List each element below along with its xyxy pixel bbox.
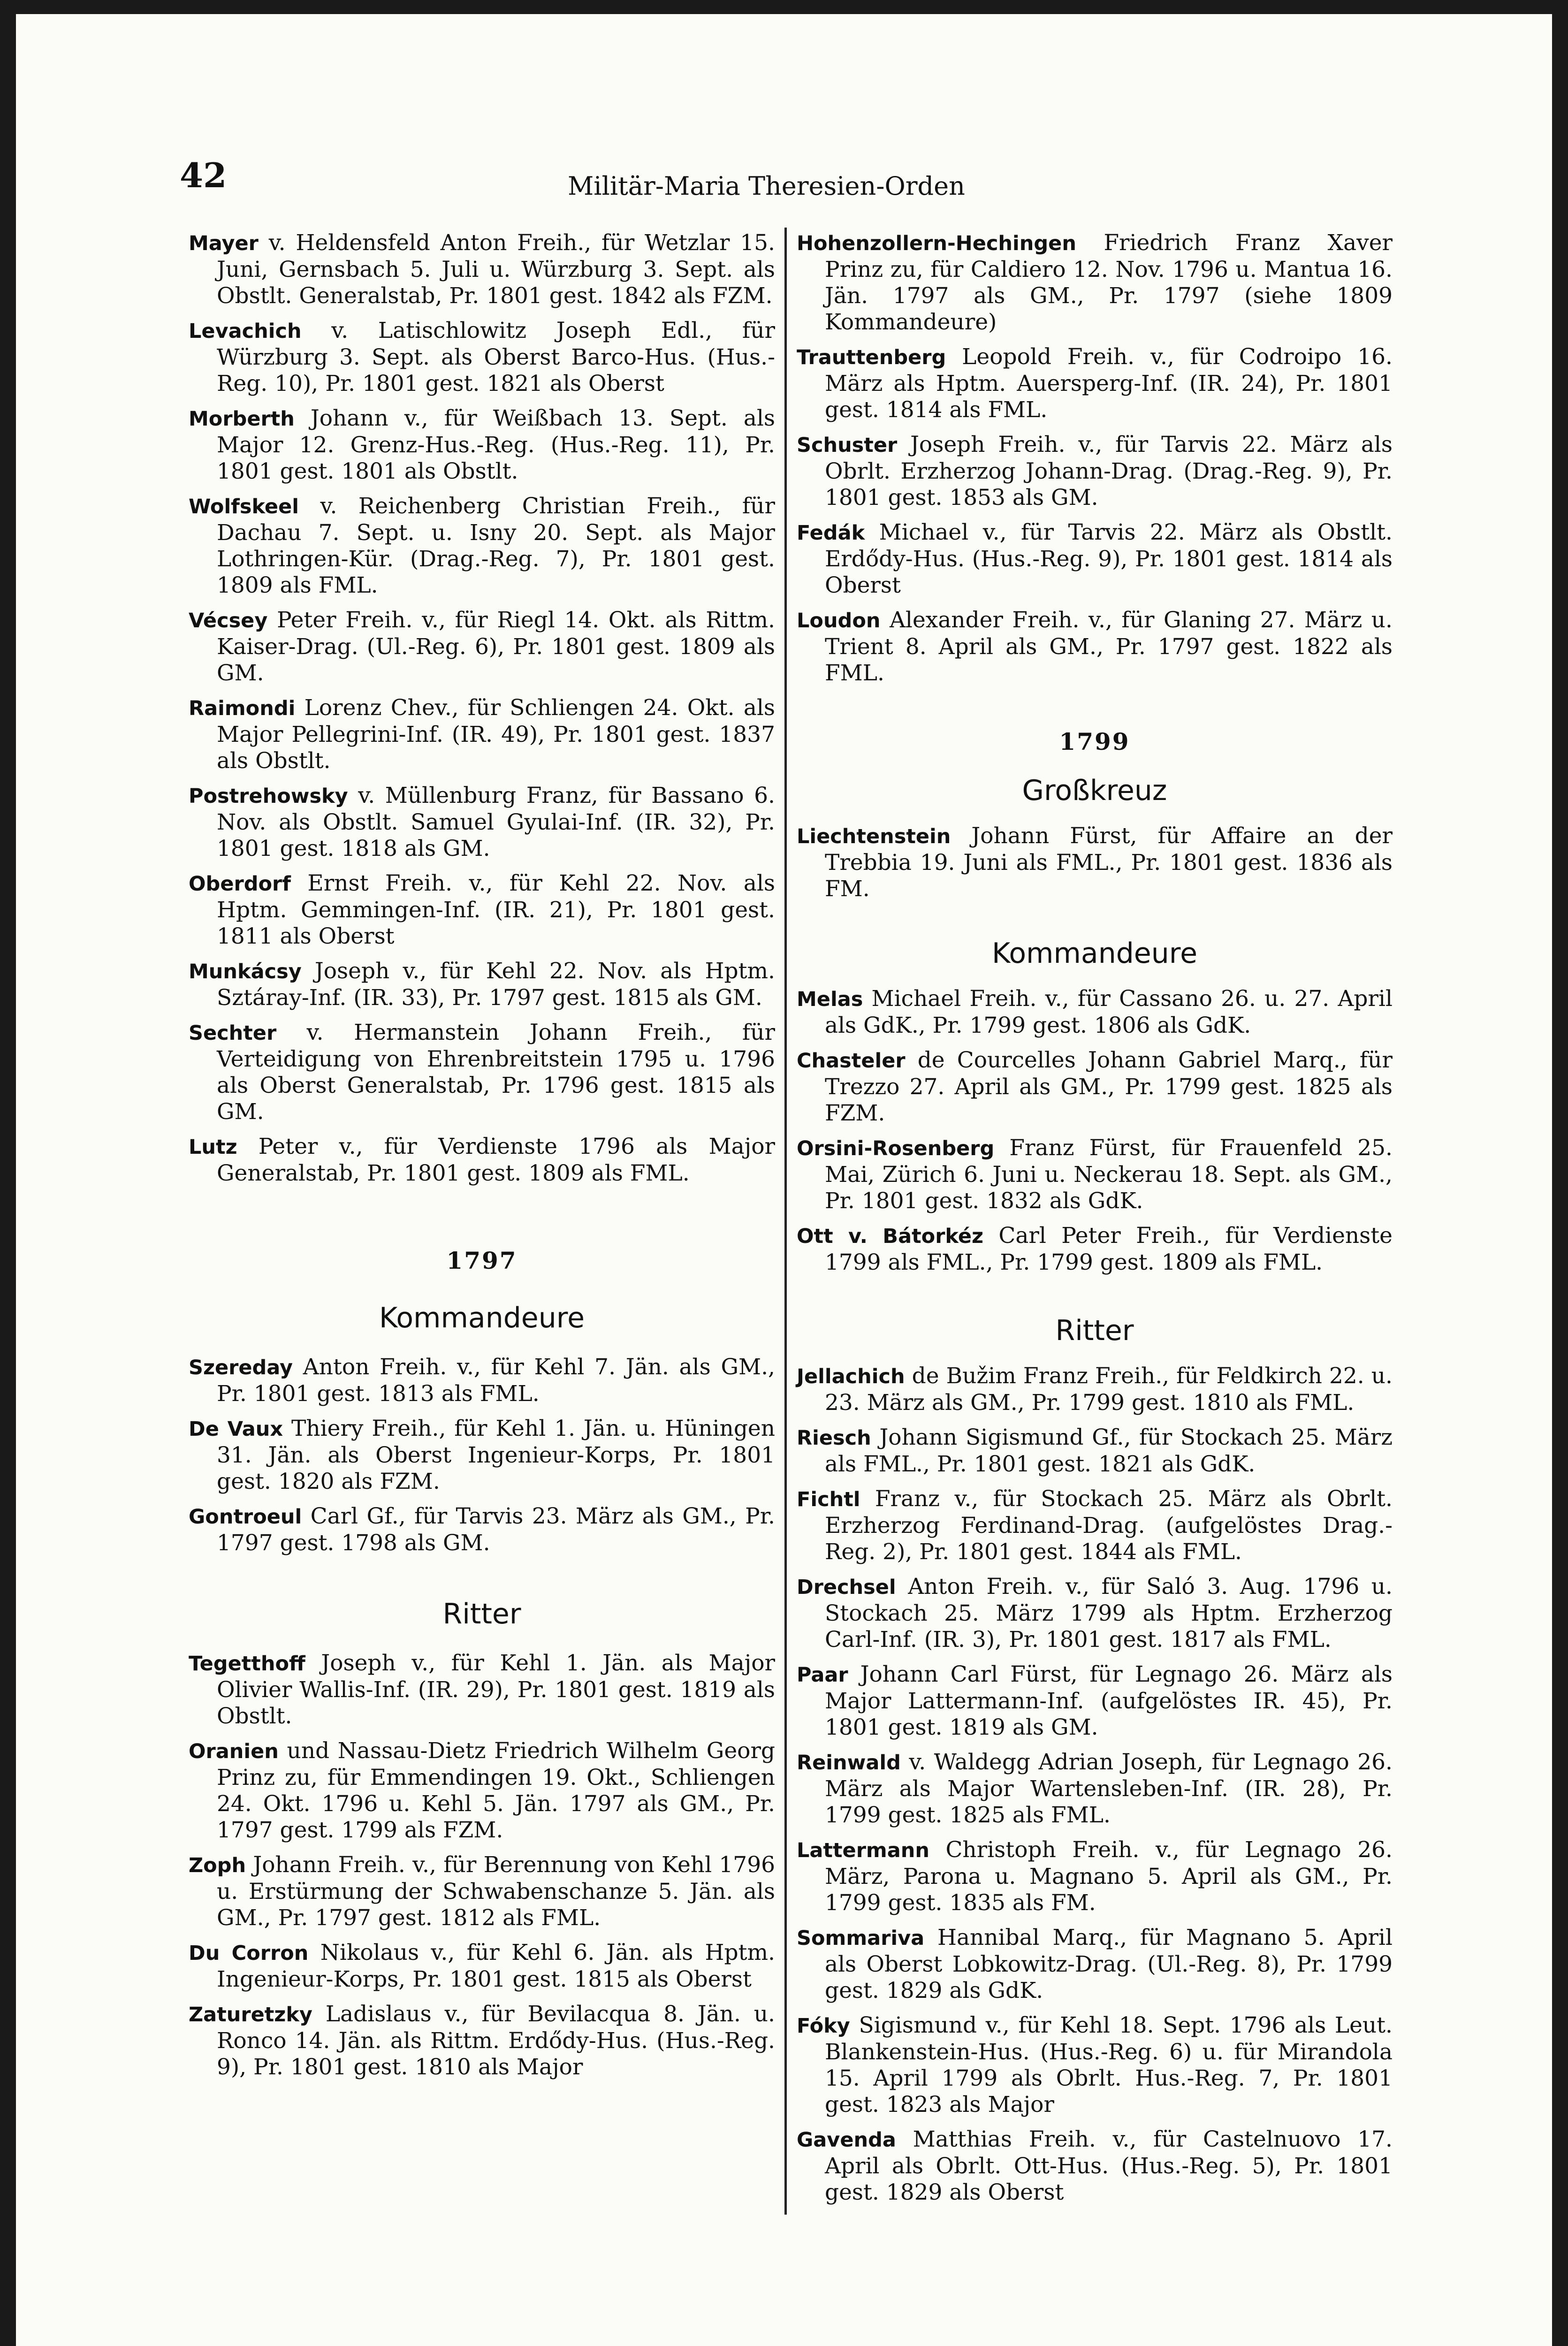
entry-name: Hohenzollern-Hechingen: [797, 232, 1076, 255]
entry-name: Zaturetzky: [189, 2003, 312, 2026]
entry: [189, 1134, 775, 1187]
entry-name: Gavenda: [797, 2128, 896, 2152]
entry-name: De Vaux: [189, 1417, 283, 1441]
entry-name: Oberdorf: [189, 872, 291, 896]
entry-name: Lattermann: [797, 1839, 929, 1862]
entry-name: Vécsey: [189, 609, 268, 632]
entry-details: Michael Freih. v., für Cassano 26. u. 27. April als GdK., Pr. 1799 gest. 1806 als GdK.: [825, 986, 1393, 1038]
entries-1799-kommandeure: [797, 986, 1393, 1276]
entry-details: Joseph v., für Kehl 1. Jän. als Major Olivier Wallis-Inf. (IR. 29), Pr. 1801 gest. 1819 als Obstlt.: [217, 1650, 775, 1729]
entry: [189, 1416, 775, 1495]
entry: [189, 1650, 775, 1729]
entry: [797, 986, 1393, 1039]
entry-details: Johann Carl Fürst, für Legnago 26. März als Major Lattermann-Inf. (aufgelöstes IR. 45), Pr. 1801 gest. 1819 als GM.: [825, 1661, 1393, 1740]
entry-name: Gontroeul: [189, 1505, 302, 1529]
entry-name: Sommariva: [797, 1927, 925, 1950]
entry-name: Riesch: [797, 1426, 871, 1450]
entry: [797, 607, 1393, 686]
entry: [797, 1749, 1393, 1828]
entry: [189, 493, 775, 599]
entry-details: Nikolaus v., für Kehl 6. Jän. als Hptm. Ingenieur-Korps, Pr. 1801 gest. 1815 als Oberst: [217, 1940, 776, 1992]
section-heading-grosskreuz-1799: Großkreuz: [1022, 774, 1167, 807]
entry-name: Sechter: [189, 1021, 277, 1045]
left-column: [189, 230, 775, 2089]
entry: [797, 230, 1393, 335]
section-heading-ritter-1797: Ritter: [442, 1598, 521, 1630]
entry: [797, 1837, 1393, 1916]
entry-name: Melas: [797, 988, 863, 1011]
entry-details: Peter Freih. v., für Riegl 14. Okt. als Rittm. Kaiser-Drag. (Ul.-Reg. 6), Pr. 1801 gest. 1809 als GM.: [217, 607, 775, 686]
entry-name: Jellachich: [797, 1365, 905, 1388]
entry-details: v. Reichenberg Christian Freih., für Dachau 7. Sept. u. Isny 20. Sept. als Major Lothringen-Kür. (Drag.-Reg. 7), Pr. 1801 gest. 1809 als FML.: [217, 493, 775, 598]
entry-name: Fichtl: [797, 1488, 860, 1511]
entry-details: de Courcelles Johann Gabriel Marq., für Trezzo 27. April als GM., Pr. 1799 gest. 1825 als FZM.: [825, 1047, 1393, 1126]
entry-details: Christoph Freih. v., für Legnago 26. März, Parona u. Magnano 5. April als GM., Pr. 1799 gest. 1835 als FM.: [825, 1837, 1393, 1916]
entry: [797, 1925, 1393, 2004]
entry-name: Lutz: [189, 1135, 237, 1159]
entry: [189, 1503, 775, 1556]
entry-details: Carl Peter Freih., für Verdienste 1799 als FML., Pr. 1799 gest. 1809 als FML.: [825, 1223, 1393, 1275]
entry-name: Chasteler: [797, 1049, 906, 1073]
entry-details: Peter v., für Verdienste 1796 als Major Generalstab, Pr. 1801 gest. 1809 als FML.: [217, 1134, 775, 1186]
entry-details: Sigismund v., für Kehl 18. Sept. 1796 als Leut. Blankenstein-Hus. (Hus.-Reg. 6) u. für Mirandola 15. April 1799 als Obrlt. Hus.-Reg. 7, Pr. 1801 gest. 1823 als Major: [825, 2012, 1393, 2117]
entry-details: Franz v., für Stockach 25. März als Obrlt. Erzherzog Ferdinand-Drag. (aufgelöstes Drag.-Reg. 2), Pr. 1801 gest. 1844 als FML.: [825, 1486, 1393, 1565]
entry-details: Franz Fürst, für Frauenfeld 25. Mai, Zürich 6. Juni u. Neckerau 18. Sept. als GM., Pr. 1801 gest. 1832 als GdK.: [825, 1135, 1393, 1214]
entry-details: Hannibal Marq., für Magnano 5. April als Oberst Lobkowitz-Drag. (Ul.-Reg. 8), Pr. 1799 gest. 1829 als GdK.: [825, 1925, 1393, 2003]
entry: [797, 1486, 1393, 1565]
entries-1797-kommandeure: [189, 1354, 775, 1556]
entry-details: Matthias Freih. v., für Castelnuovo 17. April als Obrlt. Ott-Hus. (Hus.-Reg. 5), Pr. 1801 gest. 1829 als Oberst: [825, 2126, 1393, 2205]
entry-details: Anton Freih. v., für Kehl 7. Jän. als GM., Pr. 1801 gest. 1813 als FML.: [217, 1354, 775, 1407]
entry: [797, 1424, 1393, 1478]
entry: [189, 783, 775, 862]
entry-details: v. Latischlowitz Joseph Edl., für Würzburg 3. Sept. als Oberst Barco-Hus. (Hus.-Reg. 10), Pr. 1801 gest. 1821 als Oberst: [217, 318, 775, 396]
running-head: Militär-Maria Theresien-Orden: [568, 171, 965, 201]
entry-name: Fóky: [797, 2014, 850, 2038]
entries-1797-ritter: [189, 1650, 775, 2080]
entry: [797, 519, 1393, 599]
entry-name: Morberth: [189, 407, 295, 431]
entry: [797, 1574, 1393, 1653]
entries-1799-ritter: [797, 1363, 1393, 2206]
entry: [189, 1852, 775, 1931]
entry-details: Thiery Freih., für Kehl 1. Jän. u. Hüningen 31. Jän. als Oberst Ingenieur-Korps, Pr. 1801 gest. 1820 als FZM.: [217, 1416, 775, 1494]
entry-details: Ernst Freih. v., für Kehl 22. Nov. als Hptm. Gemmingen-Inf. (IR. 21), Pr. 1801 gest. 1811 als Oberst: [217, 870, 775, 949]
entry-details: Michael v., für Tarvis 22. März als Obstlt. Erdődy-Hus. (Hus.-Reg. 9), Pr. 1801 gest. 1814 als Oberst: [825, 519, 1393, 598]
entry: [189, 1020, 775, 1125]
entry-details: v. Hermanstein Johann Freih., für Verteidigung von Ehrenbreitstein 1795 u. 1796 als Oberst Generalstab, Pr. 1796 gest. 1815 als GM.: [217, 1020, 775, 1125]
entry-name: Schuster: [797, 434, 898, 457]
entry: [189, 1738, 775, 1843]
section-heading-kommandeure-1797: Kommandeure: [379, 1302, 585, 1334]
entry-details: Anton Freih. v., für Saló 3. Aug. 1796 u. Stockach 25. März 1799 als Hptm. Erzherzog Carl-Inf. (IR. 3), Pr. 1801 gest. 1817 als FML.: [825, 1574, 1393, 1653]
entry: [797, 1047, 1393, 1127]
entries-1797-ritter-cont: [797, 230, 1393, 686]
entry-details: Ladislaus v., für Bevilacqua 8. Jän. u. Ronco 14. Jän. als Rittm. Erdődy-Hus. (Hus.-Reg. 9), Pr. 1801 gest. 1810 als Major: [217, 2001, 775, 2080]
entry-name: Reinwald: [797, 1751, 901, 1775]
entry-details: de Bužim Franz Freih., für Feldkirch 22. u. 23. März als GM., Pr. 1799 gest. 1810 als FML.: [825, 1363, 1393, 1416]
entry: [189, 405, 775, 485]
entries-1796-ritter: [189, 230, 775, 1187]
entry-details: Alexander Freih. v., für Glaning 27. März u. Trient 8. April als GM., Pr. 1797 gest. 1822 als FML.: [825, 607, 1393, 686]
entry-name: Fedák: [797, 521, 865, 545]
entry: [797, 2012, 1393, 2118]
entry-details: Lorenz Chev., für Schliengen 24. Okt. als Major Pellegrini-Inf. (IR. 49), Pr. 1801 gest. 1837 als Obstlt.: [217, 695, 775, 774]
year-heading-1797: 1797: [446, 1247, 518, 1274]
entry-name: Wolfskeel: [189, 495, 299, 518]
entry: [189, 1354, 775, 1407]
entry-name: Szereday: [189, 1356, 293, 1379]
year-heading-1799: 1799: [1059, 728, 1130, 755]
entry-details: und Nassau-Dietz Friedrich Wilhelm Georg Prinz zu, für Emmendingen 19. Okt., Schliengen 24. Okt. 1796 u. Kehl 5. Jän. 1797 als GM., Pr. 1797 gest. 1799 als FZM.: [217, 1738, 775, 1843]
entry: [189, 695, 775, 774]
right-column: [797, 230, 1393, 2214]
entry-details: v. Waldegg Adrian Joseph, für Legnago 26. März als Major Wartensleben-Inf. (IR. 28), Pr. 1799 gest. 1825 als FML.: [825, 1749, 1393, 1828]
entry-name: Loudon: [797, 609, 881, 632]
column-divider: [784, 228, 787, 2215]
entry-name: Orsini-Rosenberg: [797, 1137, 995, 1160]
entry: [189, 2001, 775, 2080]
entry-name: Trauttenberg: [797, 346, 946, 369]
entry: [189, 230, 775, 309]
entry-details: Joseph Freih. v., für Tarvis 22. März als Obrlt. Erzherzog Johann-Drag. (Drag.-Reg. 9), Pr. 1801 gest. 1853 als GM.: [825, 432, 1393, 510]
entry: [189, 607, 775, 686]
entry: [797, 344, 1393, 423]
entry-details: Carl Gf., für Tarvis 23. März als GM., Pr. 1797 gest. 1798 als GM.: [217, 1503, 775, 1556]
entry-name: Drechsel: [797, 1576, 896, 1599]
entry: [189, 318, 775, 397]
entry-details: Leopold Freih. v., für Codroipo 16. März als Hptm. Auersperg-Inf. (IR. 24), Pr. 1801 gest. 1814 als FML.: [825, 344, 1393, 423]
entry-details: v. Müllenburg Franz, für Bassano 6. Nov. als Obstlt. Samuel Gyulai-Inf. (IR. 32), Pr. 1801 gest. 1818 als GM.: [217, 783, 775, 861]
entry: [797, 1135, 1393, 1214]
entry-details: Joseph v., für Kehl 22. Nov. als Hptm. Sztáray-Inf. (IR. 33), Pr. 1797 gest. 1815 als GM.: [217, 958, 775, 1011]
entry-name: Zoph: [189, 1854, 246, 1877]
entry: [797, 2126, 1393, 2206]
entry-name: Paar: [797, 1663, 848, 1687]
entry: [189, 870, 775, 950]
entry-details: Johann Sigismund Gf., für Stockach 25. März als FML., Pr. 1801 gest. 1821 als GdK.: [825, 1424, 1393, 1477]
entry-details: v. Heldensfeld Anton Freih., für Wetzlar 15. Juni, Gernsbach 5. Juli u. Würzburg 3. Sept. als Obstlt. Generalstab, Pr. 1801 gest. 1842 als FZM.: [217, 230, 775, 309]
entry: [797, 1661, 1393, 1741]
entry-name: Raimondi: [189, 697, 296, 720]
entry: [797, 823, 1393, 902]
entry-details: Johann v., für Weißbach 13. Sept. als Major 12. Grenz-Hus.-Reg. (Hus.-Reg. 11), Pr. 1801 gest. 1801 als Obstlt.: [217, 405, 775, 484]
entry-name: Ott v. Bátorkéz: [797, 1225, 984, 1248]
entry-name: Du Corron: [189, 1942, 309, 1965]
entry-name: Mayer: [189, 232, 259, 255]
entry-details: Johann Freih. v., für Berennung von Kehl 1796 u. Erstürmung der Schwabenschanze 5. Jän. als GM., Pr. 1797 gest. 1812 als FML.: [217, 1852, 775, 1931]
entry-name: Munkácsy: [189, 960, 302, 983]
entry-name: Levachich: [189, 320, 302, 343]
entry: [189, 1940, 775, 1993]
entry: [797, 1223, 1393, 1276]
entry-name: Tegetthoff: [189, 1652, 305, 1676]
page-number: 42: [180, 155, 227, 195]
entry-details: Johann Fürst, für Affaire an der Trebbia 19. Juni als FML., Pr. 1801 gest. 1836 als FM.: [825, 823, 1393, 902]
entry-name: Postrehowsky: [189, 785, 348, 808]
entry-details: Friedrich Franz Xaver Prinz zu, für Caldiero 12. Nov. 1796 u. Mantua 16. Jän. 1797 als GM., Pr. 1797 (siehe 1809 Kommandeure): [825, 230, 1393, 335]
entry: [797, 432, 1393, 511]
entry: [797, 1363, 1393, 1416]
section-heading-kommandeure-1799: Kommandeure: [991, 937, 1198, 970]
section-heading-ritter-1799: Ritter: [1055, 1314, 1134, 1347]
entries-1799-grosskreuz: [797, 823, 1393, 902]
entry-name: Liechtenstein: [797, 825, 951, 848]
entry: [189, 958, 775, 1011]
entry-name: Oranien: [189, 1740, 279, 1763]
